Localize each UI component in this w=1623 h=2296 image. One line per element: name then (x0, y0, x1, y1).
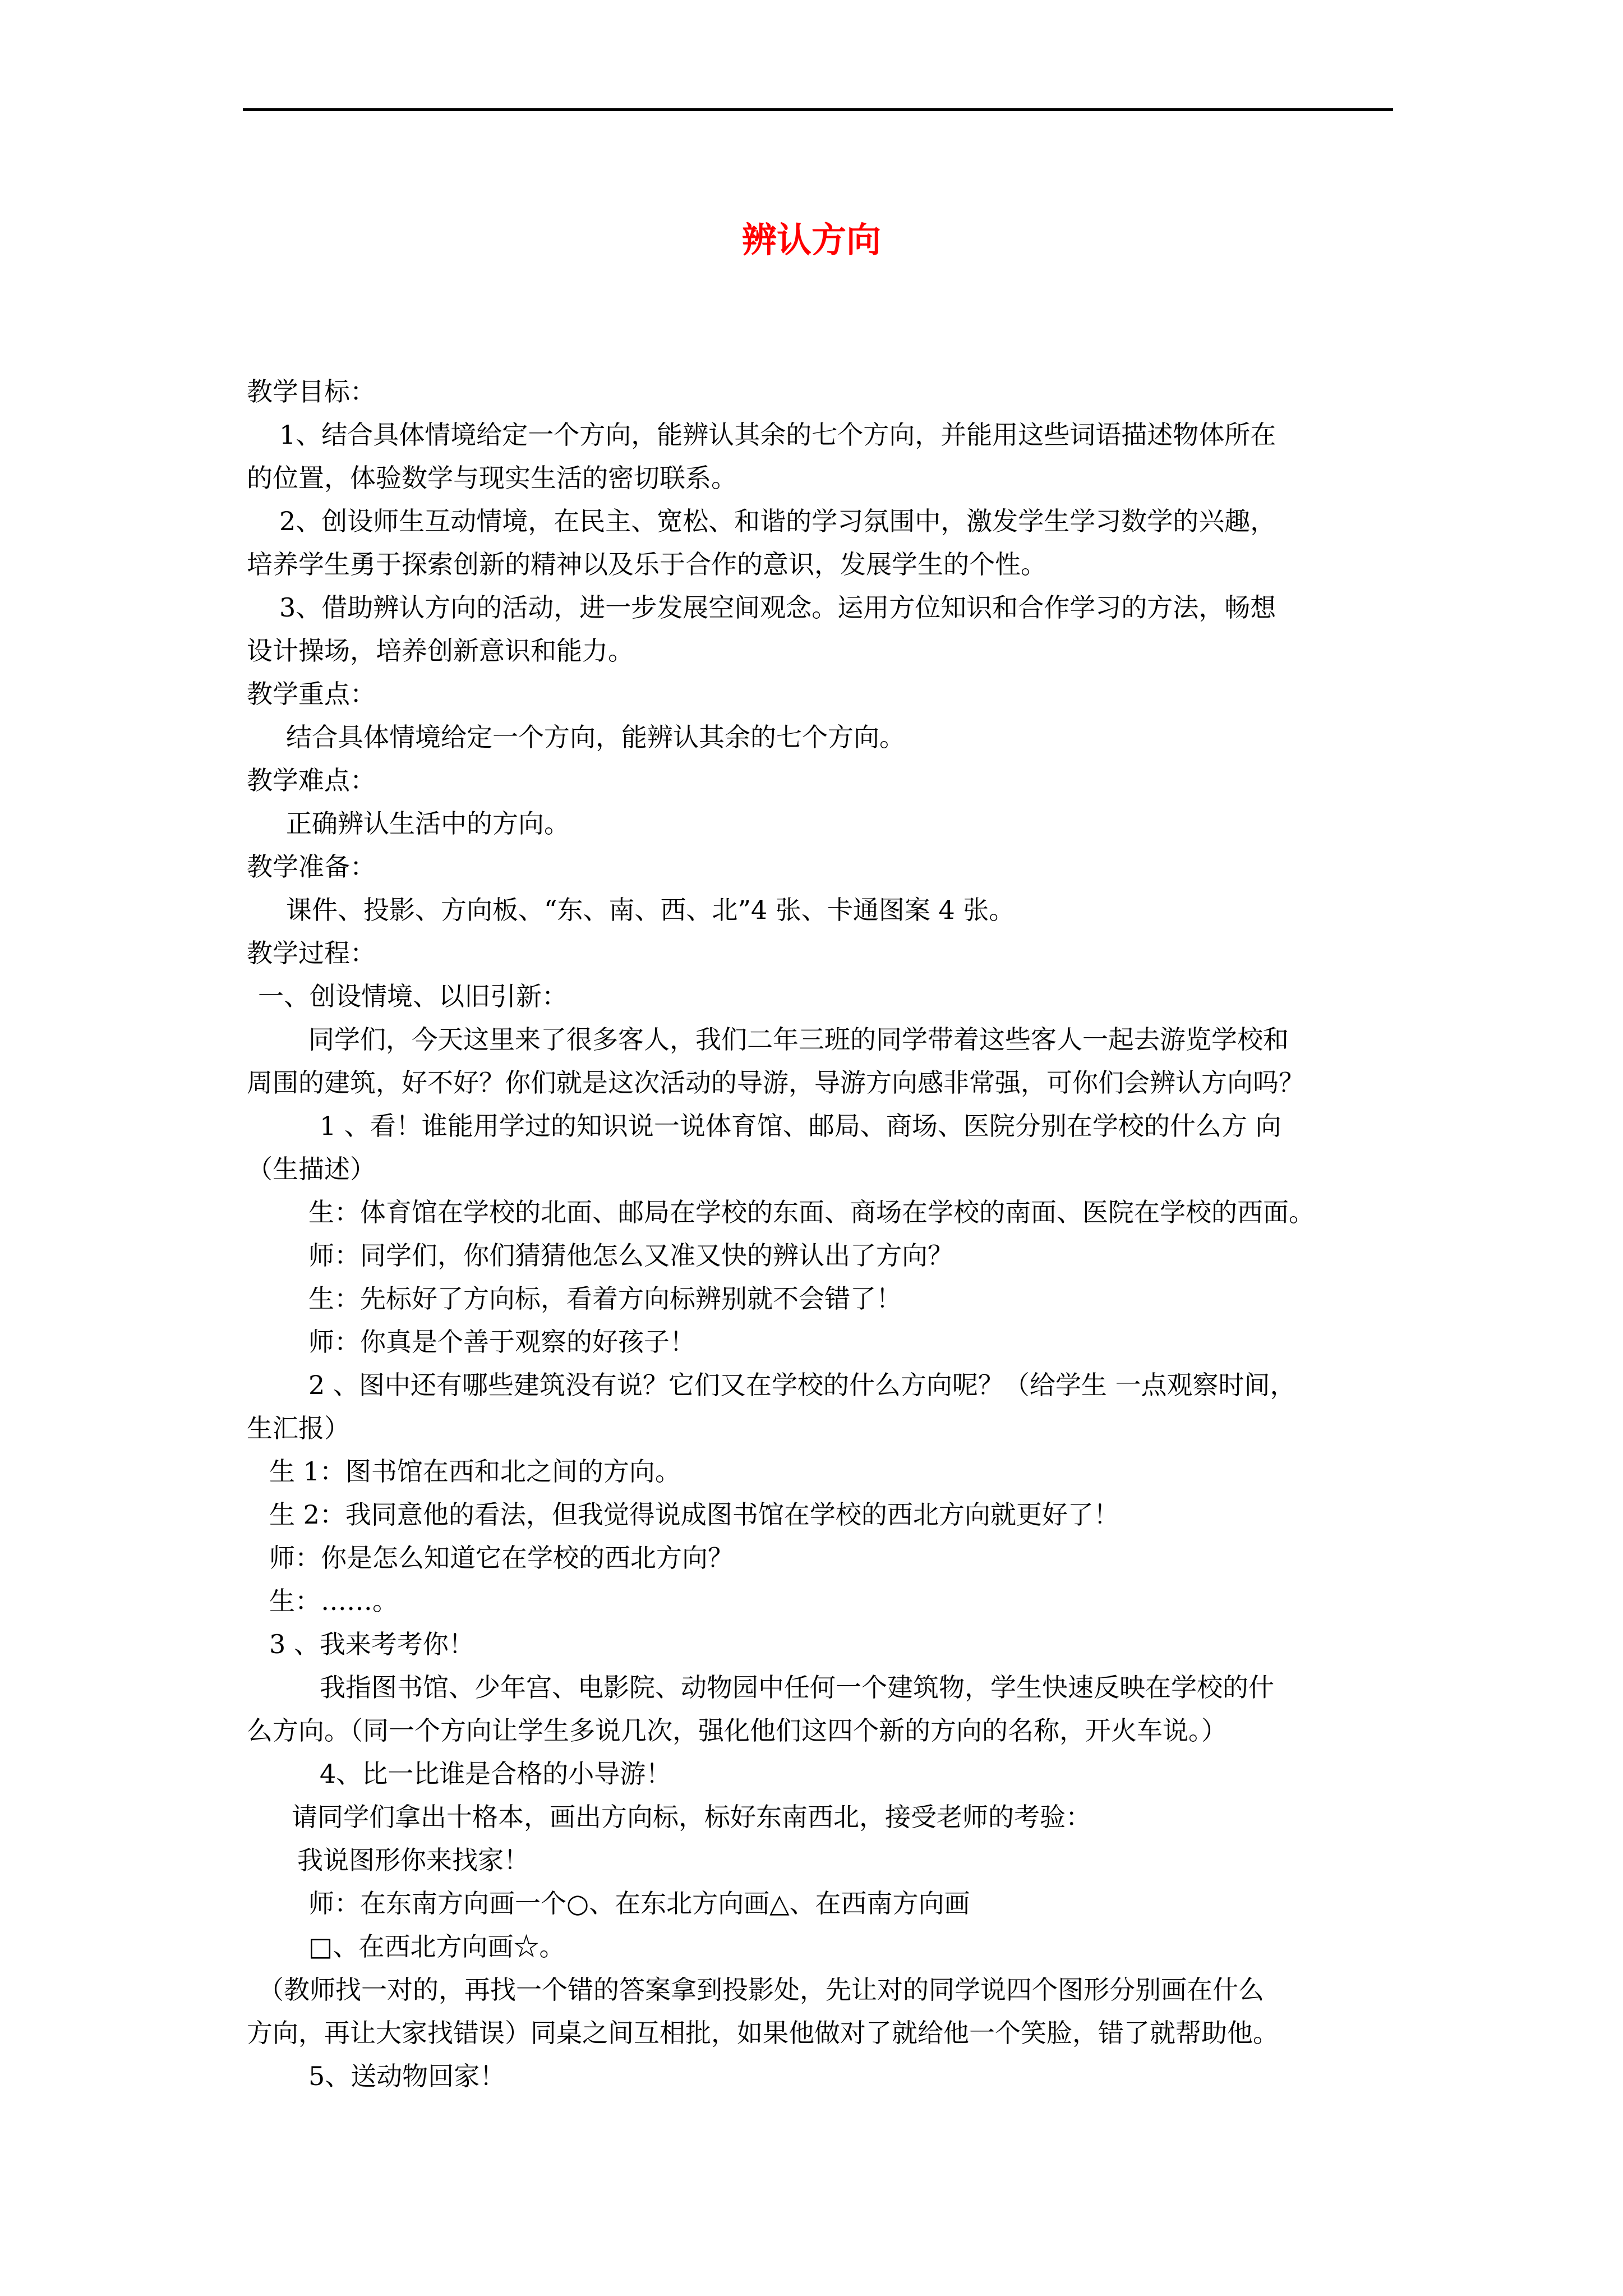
text-line: 生：先标好了方向标，看着方向标辨别就不会错了！ (308, 1283, 902, 1314)
text-line: （教师找一对的，再找一个错的答案拿到投影处，先让对的同学说四个图形分别画在什么 (258, 1975, 1264, 2005)
text-line: 培养学生勇于探索创新的精神以及乐于合作的意识，发展学生的个性。 (247, 549, 1046, 579)
text-line: 3 、我来考考你！ (269, 1629, 474, 1659)
text-line: 生：体育馆在学校的北面、邮局在学校的东面、商场在学校的南面、医院在学校的西面。 (308, 1197, 1315, 1227)
text-line: 师：同学们，你们猜猜他怎么又准又快的辨认出了方向？ (308, 1240, 953, 1271)
text-line: 请同学们拿出十格本，画出方向标，标好东南西北，接受老师的考验： (292, 1802, 1091, 1832)
text-line: 生汇报） (247, 1413, 350, 1443)
text-line: 4、比一比谁是合格的小导游！ (320, 1759, 672, 1789)
text-line: 生：……。 (269, 1586, 398, 1616)
text-line: （生描述） (247, 1154, 376, 1184)
document-body (247, 370, 1424, 2098)
text-line: 1 、看！谁能用学过的知识说一说体育馆、邮局、商场、医院分别在学校的什么方 向 (320, 1111, 1281, 1141)
text-line: 课件、投影、方向板、“东、南、西、北”4 张、卡通图案 4 张。 (286, 895, 1015, 925)
text-line: 教学难点： (247, 765, 376, 795)
text-line: 的位置，体验数学与现实生活的密切联系。 (247, 463, 737, 493)
document-title: 辨认方向 (741, 219, 881, 260)
text-line: 正确辨认生活中的方向。 (286, 808, 570, 839)
text-line: 2 、图中还有哪些建筑没有说？它们又在学校的什么方向呢？（给学生 一点观察时间， (308, 1370, 1296, 1400)
text-line: 么方向。（同一个方向让学生多说几次，强化他们这四个新的方向的名称，开火车说。） (247, 1715, 1227, 1746)
text-line: 我说图形你来找家！ (297, 1845, 529, 1875)
text-line: 教学目标： (247, 376, 376, 407)
text-line: 师：你是怎么知道它在学校的西北方向？ (269, 1543, 734, 1573)
text-line: 2、创设师生互动情境，在民主、宽松、和谐的学习氛围中，激发学生学习数学的兴趣， (279, 506, 1276, 536)
text-line: 教学过程： (247, 938, 376, 968)
text-line: 设计操场，培养创新意识和能力。 (247, 636, 634, 666)
text-line: 生 1：图书馆在西和北之间的方向。 (269, 1456, 681, 1487)
text-line: 周围的建筑，好不好？你们就是这次活动的导游，导游方向感非常强，可你们会辨认方向吗？ (247, 1068, 1304, 1098)
text-line: 教学重点： (247, 679, 376, 709)
text-line: 5、送动物回家！ (308, 2061, 506, 2091)
text-line: 生 2：我同意他的看法，但我觉得说成图书馆在学校的西北方向就更好了！ (269, 1499, 1119, 1530)
text-line: 结合具体情境给定一个方向，能辨认其余的七个方向。 (286, 722, 905, 752)
text-line: 我指图书馆、少年宫、电影院、动物园中任何一个建筑物，学生快速反映在学校的什 (320, 1672, 1274, 1703)
header-rule (243, 108, 1393, 111)
text-line: □、在西北方向画☆。 (308, 1931, 565, 1962)
text-line: 3、借助辨认方向的活动，进一步发展空间观念。运用方位知识和合作学习的方法，畅想 (279, 592, 1276, 623)
text-line: 1、结合具体情境给定一个方向，能辨认其余的七个方向，并能用这些词语描述物体所在 (279, 420, 1276, 450)
text-line: 一、创设情境、以旧引新： (258, 981, 568, 1011)
text-line: 方向，再让大家找错误）同桌之间互相批，如果他做对了就给他一个笑脸，错了就帮助他。 (247, 2018, 1279, 2048)
text-line: 师：你真是个善于观察的好孩子！ (308, 1327, 695, 1357)
text-line: 同学们，今天这里来了很多客人，我们二年三班的同学带着这些客人一起去游览学校和 (308, 1024, 1289, 1055)
text-line: 师：在东南方向画一个○、在东北方向画△、在西南方向画 (308, 1888, 970, 1918)
text-line: 教学准备： (247, 852, 376, 882)
